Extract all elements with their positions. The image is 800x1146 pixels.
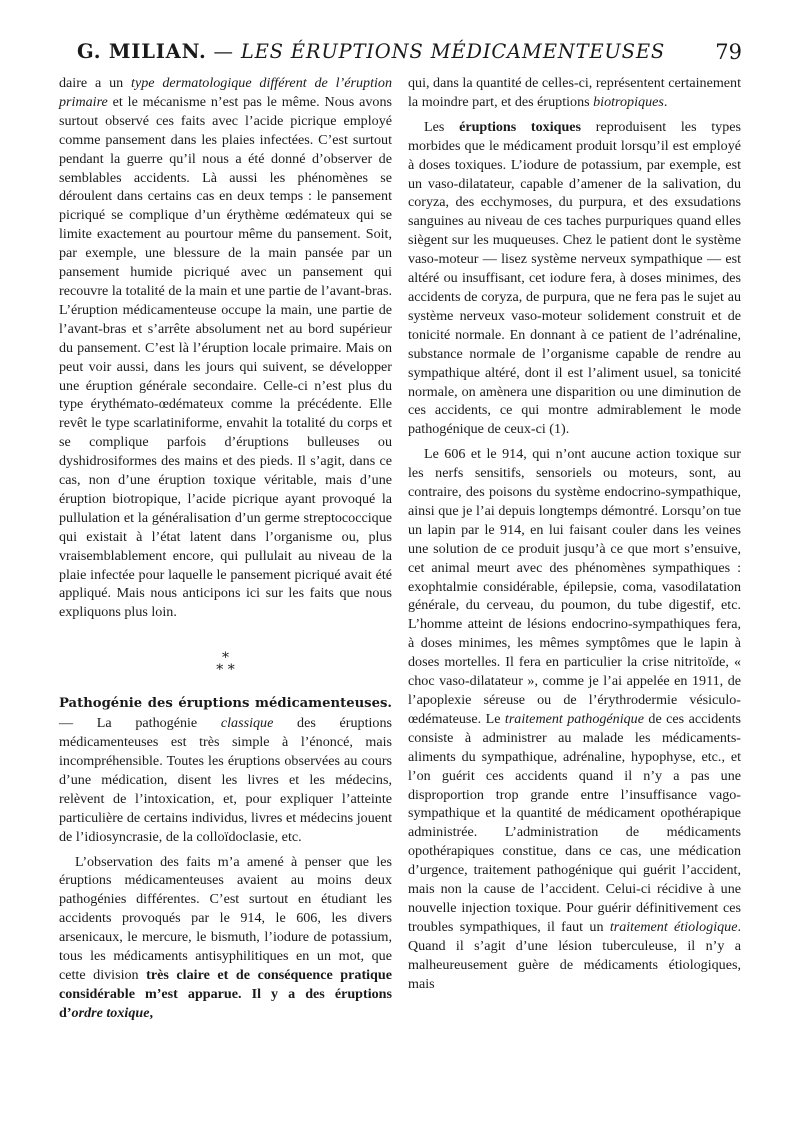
paragraph-pathogenie — [59, 694, 392, 846]
running-title-author: G. MILIAN. — [76, 40, 207, 63]
text-run: daire a un — [59, 75, 132, 91]
paragraph-606-914 — [408, 445, 741, 993]
paragraph-continued — [59, 74, 392, 622]
bold-text: éruptions toxiques — [459, 118, 582, 135]
italic-text: type dermatologique différent de l’éruption primaire — [59, 75, 392, 110]
paragraph-continued — [408, 74, 741, 112]
paragraph-eruptions-toxiques — [408, 118, 741, 439]
italic-text: traitement pathogénique — [504, 710, 644, 727]
text-run: et le mécanisme n’est pas le même. Nous avons surtout observé ces faits avec l’acide picrique employé comme pansement dans les plaies infectées. C’est surtout pendant la guerre qu’il nous a été donné d’observer de semblables accidents. Là aussi les phénomènes se déroulent dans certains cas en deux temps : le pansement picriqué se complique d’un érythème œdémateux qui se limite exactement au pourtour même du pansement. Soit, par exemple, une blessure de la main pansée par un pansement humide picriqué avec un pansement qui recouvre la totalité de la main et une partie de l’avant-bras. L’éruption médicamenteuse occupe la main, une partie de l’avant-bras et s’arrête absolument net au bord supérieur du pansement. C’est là l’éruption locale primaire. Mais on peut voir aussi, dans les jours qui suivent, se développer une éruption générale secondaire. Celle-ci n’est plus du type érythémato-œdémateux comme la précédente. Elle revêt le type scarlatiniforme, envahit la totalité du corps et se complique parfois d’éruptions bulleuses ou dyshidrosiformes des mains et des pieds. Il s’agit, dans ce cas, non d’une éruption toxique véritable, mais d’une éruption biotropique, l’acide picrique ayant provoqué la pullulation et la généralisation d’un germe streptococcique qui existait à l’état latent dans l’organisme ou, plus vraisemblablement encore, qui pullulait au niveau de la plaie infectée pour laquelle le pansement picriqué avait été appliqué. Mais nous anticipons ici sur les faits que nous expliquons plus loin. — [59, 93, 392, 621]
text-run: L’observation des faits m’a amené à penser que les éruptions médicamenteuses avaient au moins deux pathogénies différentes. C’est surtout en étudiant les accidents provoqués par le 914, le 606, les divers arsenicaux, le mercure, le bismuth, l’iodure de potassium, tous les médicaments antisyphilitiques en un mot, que cette division — [59, 853, 392, 983]
page-header — [60, 40, 742, 70]
running-title — [60, 40, 682, 63]
text-run: de ces accidents consiste à administrer au malade les médicaments-aliments du sympathique, adrénaline, hypophyse, etc., et l’on guérit ces accidents quand il n’y a pas une disproportion trop grande entre l’insuffisance vago-sympathique et la quantité de médicament opothérapique administrée. L’administration de médicaments opothérapiques constitue, dans ce cas, une médication d’urgence, traitement pathogénique qui guérit l’accident, mais non la cause de l’accident. Celui-ci récidive à une nouvelle injection toxique. Pour guérir définitivement ces troubles sympathiques, il faut un — [408, 710, 741, 935]
left-column — [59, 74, 392, 1023]
right-column — [408, 74, 741, 994]
italic-text: classique — [220, 715, 274, 732]
asterism-top: * — [222, 650, 229, 667]
italic-text: traitement étiologique — [609, 918, 738, 935]
text-run: des éruptions médicamenteuses est très simple à l’énoncé, mais incompréhensible. Toutes les éruptions observées au cours d’une médication, disent les livres et les médecins, relèvent de l’intoxication, et, pour expliquer l’atteinte particulière de certains individus, livres et médecins jouent de l’idiosyncrasie, de la colloïdoclasie, etc. — [59, 715, 392, 845]
text-run: qui, dans la quantité de celles-ci, représentent certainement la moindre part, et des éruptions — [408, 75, 742, 110]
page-number: 79 — [715, 40, 742, 64]
text-run: Le 606 et le 914, qui n’ont aucune action toxique sur les nerfs sensitifs, sensoriels ou moteurs, sont, au contraire, des poisons du système endocrino-sympathique, ainsi que je l’ai depuis longtemps démontré. Lorsqu’on tue un lapin par le 914, en lui faisant couler dans les veines une solution de ce produit jusqu’à ce que mort s’ensuive, cet animal meurt avec des phénomènes sympathiques : exophtalmie considérable, épilepsie, coma, vasodilatation générale, du cerveau, du poumon, du tube digestif, etc. L’homme atteint de lésions endocrino-sympathiques fera, à doses minimes, les mêmes symptômes que le lapin à doses mortelles. Il fera en particulier la crise nitritoïde, « choc vaso-dilatateur », comme je l’ai appelée en 1911, de l’apoplexie séreuse ou de l’érythrodermie vésiculo-œdémateuse. Le — [408, 446, 741, 727]
section-asterism — [59, 650, 392, 679]
italic-text: biotropiques — [593, 93, 664, 110]
text-run: Les — [424, 118, 460, 135]
asterism-bottom: * * — [216, 662, 235, 679]
section-heading: Pathogénie des éruptions médicamenteuses. — [59, 696, 392, 712]
italic-text: ordre toxique — [71, 1004, 150, 1021]
paragraph-observation — [59, 853, 392, 1023]
text-run: . — [663, 93, 668, 110]
text-run: — La pathogénie — [59, 715, 221, 732]
text-run: reproduisent les types morbides que le médicament produit lorsqu’il est employé à doses toxiques. L’iodure de potassium, par exemple, est un vaso-dilatateur, capable d’amener de la salivation, du coryza, des ecchymoses, du purpura, et des exsudations sanguines au niveau de ces taches purpuriques quand elles siègent sur les muqueuses. Chez le patient dont le système vaso-moteur — lisez système nerveux sympathique — est altéré ou insuffisant, cet iodure fera, à doses minimes, des accidents de coryza, de purpura, que ne fera pas le sujet au système nerveux vaso-moteur solidement construit et de tonicité normale. En donnant à ce patient de l’adrénaline, substance normale de l’organisme capable de rendre au sympathique altéré, dont il est l’aliment usuel, sa tonicité normale, on amènera une disparition ou une diminution de ces accidents, ce qui montre admirablement le mode pathogénique de ceux-ci (1). — [408, 118, 741, 438]
running-title-subject: LES ÉRUPTIONS MÉDICAMENTEUSES — [240, 40, 666, 63]
running-title-separator: — — [206, 40, 241, 63]
bold-text: , — [149, 1004, 153, 1021]
text-run: . Quand il s’agit d’une lésion tuberculeuse, il n’y a malheureusement guère de médicaments étiologiques, mais — [408, 918, 741, 992]
bold-text: très claire et de conséquence pratique considérable m’est apparue. Il y a des éruptions d’ — [59, 966, 392, 1021]
